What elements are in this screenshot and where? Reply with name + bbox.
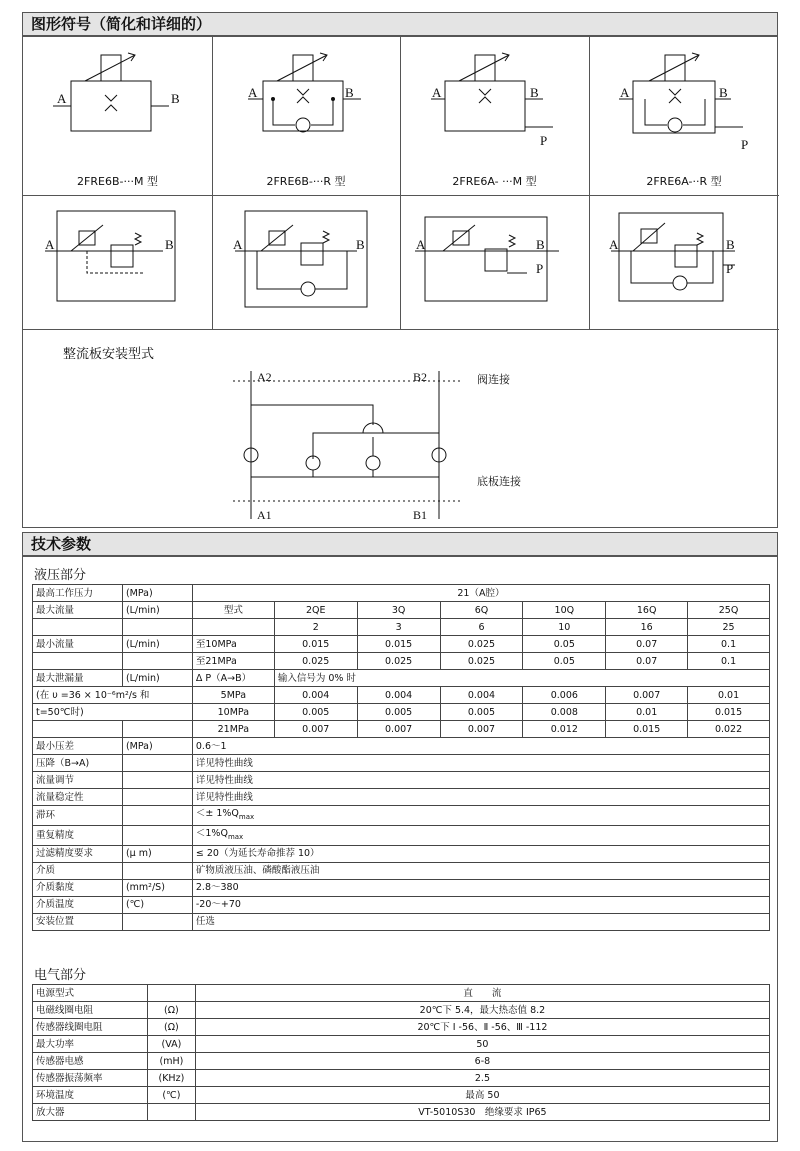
type-cell: 2QE [274, 602, 357, 619]
max-flow-cell: 6 [440, 619, 523, 636]
symbol-caption-2: 2FRE6B-···R 型 [266, 175, 346, 188]
leak-header-left: Δ P（A→B） [192, 670, 274, 687]
port-a-2: A [248, 85, 258, 100]
param-value: 0.6～1 [192, 738, 769, 755]
port-a-5: A [45, 237, 55, 252]
port-p-8: P [726, 261, 734, 276]
max-flow-cell: 25 [688, 619, 770, 636]
min-flow-cell: 0.015 [274, 636, 357, 653]
elec-unit: (Ω) [147, 1002, 195, 1019]
elec-value: 6-8 [195, 1053, 769, 1070]
table-row [33, 653, 770, 670]
min-flow-cell: 0.025 [274, 653, 357, 670]
max-flow-cell: 3 [357, 619, 440, 636]
port-b-5: B [165, 237, 174, 252]
port-b-7: B [536, 237, 545, 252]
param-label: 介质黏度 [33, 879, 123, 896]
elec-label: 电磁线圈电阻 [33, 1002, 148, 1019]
param-label: 流量稳定性 [33, 789, 123, 806]
elec-unit: (KHz) [147, 1070, 195, 1087]
elec-label: 环境温度 [33, 1087, 148, 1104]
table-row [33, 1087, 770, 1104]
table-row [33, 721, 770, 738]
table-row [33, 704, 770, 721]
port-b-4: B [719, 85, 728, 100]
detailed-symbol-4 [611, 213, 735, 301]
max-flow-cell: 16 [606, 619, 688, 636]
min-flow-cell: 0.1 [688, 653, 770, 670]
min-flow-cell: 0.1 [688, 636, 770, 653]
table-row [33, 1036, 770, 1053]
param-unit: (℃) [122, 896, 192, 913]
param-unit: (μ m) [122, 845, 192, 862]
param-unit [122, 806, 192, 826]
min-flow-cell: 0.025 [440, 653, 523, 670]
param-value: 任选 [192, 913, 769, 930]
symbol-caption-4: 2FRE6A-··R 型 [646, 175, 722, 188]
param-label: 流量调节 [33, 772, 123, 789]
param-unit: (MPa) [122, 738, 192, 755]
port-b-3: B [530, 85, 539, 100]
min-flow-cell: 0.07 [606, 653, 688, 670]
table-row [33, 1019, 770, 1036]
port-p-3: P [540, 133, 548, 148]
param-unit [122, 825, 192, 845]
port-a-7: A [416, 237, 426, 252]
port-b-2: B [345, 85, 354, 100]
param-unit [122, 913, 192, 930]
leak-cell: 0.012 [523, 721, 606, 738]
port-b-1: B [171, 91, 180, 106]
max-flow-cell: 2 [274, 619, 357, 636]
table-row [33, 806, 770, 826]
min-flow-label: 最小流量 [33, 636, 123, 653]
table-row [33, 862, 770, 879]
param-label: 压降（B→A) [33, 755, 123, 772]
elec-label: 最大功率 [33, 1036, 148, 1053]
table-row [33, 1070, 770, 1087]
min-flow-cell: 0.025 [440, 636, 523, 653]
elec-label: 放大器 [33, 1104, 148, 1121]
leak-cell: 0.004 [274, 687, 357, 704]
table-row [33, 1104, 770, 1121]
plate-diagram [223, 367, 543, 527]
leak-cell: 0.007 [440, 721, 523, 738]
elec-unit [147, 985, 195, 1002]
hydraulic-title: 液压部分 [34, 568, 87, 583]
min-flow-cond: 至10MPa [192, 636, 274, 653]
elec-value: 直 流 [195, 985, 769, 1002]
elec-label: 传感器线圈电阻 [33, 1019, 148, 1036]
elec-unit: (VA) [147, 1036, 195, 1053]
port-a-1: A [57, 91, 67, 106]
param-unit: (mm²/S) [122, 879, 192, 896]
param-label: 介质温度 [33, 896, 123, 913]
param-value: 矿物质液压油、磷酸酯液压油 [192, 862, 769, 879]
table-row [33, 879, 770, 896]
param-value: 2.8～380 [192, 879, 769, 896]
port-a-3: A [432, 85, 442, 100]
valve-connection-label: 阀连接 [477, 373, 510, 386]
leak-cell: 0.005 [440, 704, 523, 721]
type-cell: 10Q [523, 602, 606, 619]
table-row [33, 1002, 770, 1019]
electrical-title: 电气部分 [34, 968, 87, 983]
max-flow-label: 最大流量 [33, 602, 123, 619]
leak-cell: 0.007 [357, 721, 440, 738]
leak-cond: 10MPa [192, 704, 274, 721]
table-row [33, 1053, 770, 1070]
leak-cell: 0.006 [523, 687, 606, 704]
base-connection-label: 底板连接 [477, 475, 521, 488]
leak-cell: 0.007 [606, 687, 688, 704]
leak-cell: 0.007 [274, 721, 357, 738]
port-a-6: A [233, 237, 243, 252]
min-flow-cell: 0.015 [357, 636, 440, 653]
elec-value: 2.5 [195, 1070, 769, 1087]
leak-cell: 0.01 [688, 687, 770, 704]
symbol-caption-3: 2FRE6A- ···M 型 [452, 175, 537, 188]
param-value: 详见特性曲线 [192, 755, 769, 772]
min-flow-cell: 0.07 [606, 636, 688, 653]
elec-unit [147, 1104, 195, 1121]
type-cell: 16Q [606, 602, 688, 619]
symbols-section-title: 图形符号（简化和详细的） [22, 12, 778, 36]
plate-b2: B2 [413, 370, 428, 384]
leak-cell: 0.015 [606, 721, 688, 738]
param-label: 最小压差 [33, 738, 123, 755]
type-cell: 3Q [357, 602, 440, 619]
plate-a1: A1 [257, 508, 272, 522]
type-label: 型式 [192, 602, 274, 619]
port-b-6: B [356, 237, 365, 252]
leak-cell: 0.015 [688, 704, 770, 721]
leak-label: 最大泄漏量 [33, 670, 123, 687]
type-cell: 25Q [688, 602, 770, 619]
table-row [33, 896, 770, 913]
simplified-symbol-1 [53, 53, 169, 131]
table-row [33, 687, 770, 704]
port-a-8: A [609, 237, 619, 252]
max-pressure-unit: (MPa) [122, 585, 192, 602]
leak-cell: 0.004 [440, 687, 523, 704]
elec-value: 20℃下 Ⅰ -56、Ⅱ -56、Ⅲ -112 [195, 1019, 769, 1036]
max-flow-cell: 10 [523, 619, 606, 636]
plate-title: 整流板安装型式 [63, 347, 155, 362]
elec-unit: (mH) [147, 1053, 195, 1070]
table-row [33, 789, 770, 806]
param-value: 详见特性曲线 [192, 789, 769, 806]
table-row [33, 602, 770, 619]
leak-cell: 0.01 [606, 704, 688, 721]
tech-section-title: 技术参数 [22, 532, 778, 556]
table-row [33, 636, 770, 653]
symbol-caption-1: 2FRE6B-···M 型 [77, 175, 158, 188]
min-flow-unit: (L/min) [122, 636, 192, 653]
port-p-7: P [536, 261, 544, 276]
param-label: 过滤精度要求 [33, 845, 123, 862]
elec-value: 50 [195, 1036, 769, 1053]
table-row [33, 825, 770, 845]
elec-value: 最高 50 [195, 1087, 769, 1104]
electrical-table [32, 984, 770, 1121]
plate-a2: A2 [257, 370, 272, 384]
elec-label: 传感器电感 [33, 1053, 148, 1070]
param-unit [122, 755, 192, 772]
symbols-frame [22, 36, 778, 528]
leak-cell: 0.004 [357, 687, 440, 704]
leak-cond: 5MPa [192, 687, 274, 704]
port-b-8: B [726, 237, 735, 252]
plate-b1: B1 [413, 508, 428, 522]
detailed-symbol-2 [235, 211, 367, 307]
elec-unit: (Ω) [147, 1019, 195, 1036]
table-row [33, 738, 770, 755]
elec-unit: (℃) [147, 1087, 195, 1104]
param-value: -20～+70 [192, 896, 769, 913]
leak-header-right: 输入信号为 0% 时 [274, 670, 769, 687]
elec-label: 电源型式 [33, 985, 148, 1002]
table-row [33, 619, 770, 636]
param-unit [122, 862, 192, 879]
leak-cond: 21MPa [192, 721, 274, 738]
table-row [33, 913, 770, 930]
param-label: 介质 [33, 862, 123, 879]
leak-note-1: (在 υ =36 × 10⁻⁶m²/s 和 [33, 687, 193, 704]
param-value: ＜± $1\%Q_{max}$ [192, 806, 769, 826]
table-row [33, 772, 770, 789]
leak-cell: 0.005 [357, 704, 440, 721]
max-flow-unit: (L/min) [122, 602, 192, 619]
type-cell: 6Q [440, 602, 523, 619]
leak-cell: 0.022 [688, 721, 770, 738]
leak-cell: 0.005 [274, 704, 357, 721]
max-pressure-label: 最高工作压力 [33, 585, 123, 602]
hydraulic-table [32, 584, 770, 931]
param-value: $<1\%Q_{max}$ [192, 825, 769, 845]
param-value: 详见特性曲线 [192, 772, 769, 789]
leak-cell: 0.008 [523, 704, 606, 721]
max-pressure-value: 21（A腔） [192, 585, 769, 602]
table-row [33, 755, 770, 772]
detailed-symbol-1 [45, 211, 175, 301]
elec-value: 20℃下 5.4，最大热态值 8.2 [195, 1002, 769, 1019]
table-row [33, 985, 770, 1002]
param-label: 滞环 [33, 806, 123, 826]
leak-unit: (L/min) [122, 670, 192, 687]
min-flow-cell: 0.05 [523, 653, 606, 670]
table-row [33, 585, 770, 602]
param-unit [122, 789, 192, 806]
table-row [33, 845, 770, 862]
table-row [33, 670, 770, 687]
port-a-4: A [620, 85, 630, 100]
elec-label: 传感器振荡频率 [33, 1070, 148, 1087]
min-flow-cond: 至21MPa [192, 653, 274, 670]
min-flow-cell: 0.05 [523, 636, 606, 653]
detailed-symbol-3 [415, 217, 559, 301]
param-unit [122, 772, 192, 789]
symbol-diagrams [23, 37, 779, 329]
param-label: 重复精度 [33, 825, 123, 845]
param-value: ≤ 20（为延长寿命推荐 10） [192, 845, 769, 862]
port-p-4: P [741, 137, 749, 152]
leak-note-2: t=50℃时) [33, 704, 193, 721]
elec-value: VT-5010S30 绝缘要求 IP65 [195, 1104, 769, 1121]
param-label: 安装位置 [33, 913, 123, 930]
min-flow-cell: 0.025 [357, 653, 440, 670]
